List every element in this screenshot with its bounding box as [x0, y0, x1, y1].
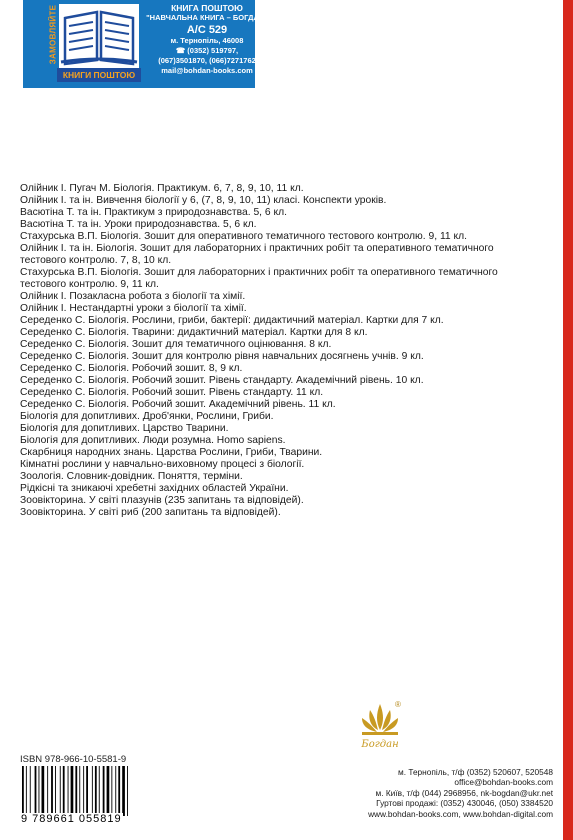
order-line: м. Тернопіль, 46008	[170, 35, 244, 45]
book-list-item: Біологія для допитливих. Дроб'янки, Рослини, Гриби.	[20, 411, 274, 422]
book-list-item: Кімнатні рослини у навчально-виховному процесі з біології.	[20, 459, 305, 470]
book-list-item: Зоологія. Словник-довідник. Поняття, терміни.	[20, 471, 243, 482]
order-address	[143, 3, 271, 77]
order-by-mail-banner	[23, 0, 268, 88]
order-email: mail@bohdan-books.com	[161, 66, 253, 76]
book-list-item: тестового контролю. 9, 11 кл.	[20, 279, 159, 290]
publisher-logo	[350, 700, 410, 755]
book-list-item: Середенко С. Біологія. Робочий зошит. Академічний рівень. 11 кл.	[20, 399, 336, 410]
book-list-item: Скарбниця народних знань. Царства Рослини, Гриби, Тварини.	[20, 447, 323, 458]
isbn: ISBN 978-966-10-5581-9	[20, 754, 127, 765]
vertical-brand-text: ЗАМОВЛЯЙТЕ	[48, 4, 58, 65]
book-list-item: Середенко С. Біологія. Рослини, гриби, бактерії: дидактичний матеріал. Картки для 7 кл.	[20, 315, 444, 326]
order-box-number: А/С 529	[186, 23, 228, 36]
contact-line: Гуртові продажі: (0352) 430046, (050) 3384520	[376, 798, 553, 809]
book-list-item: Васютіна Т. та ін. Уроки природознавства. 5, 6 кл.	[20, 219, 257, 230]
book-list-item: Середенко С. Біологія. Тварини: дидактичний матеріал. Картки для 8 кл.	[20, 327, 368, 338]
book-list-item: Олійник І. Позакласна робота з біології та хімії.	[20, 291, 246, 302]
book-list-item: Біологія для допитливих. Царство Тварини.	[20, 423, 229, 434]
book-list-item: Рідкісні та зникаючі хребетні західних областей України.	[20, 483, 289, 494]
contact-line: www.bohdan-books.com, www.bohdan-digital.com	[368, 808, 553, 819]
book-list-item: Біологія для допитливих. Люди розумна. Homo sapiens.	[20, 435, 286, 446]
book-list-item: Стахурська В.П. Біологія. Зошит для лабораторних і практичних робіт та оперативного тематичного	[20, 267, 498, 278]
logo-caption: КНИГИ ПОШТОЮ	[57, 68, 141, 82]
contact-line: office@bohdan-books.com	[454, 777, 553, 788]
book-list-item: Олійник І. Нестандартні уроки з біології та хімії.	[20, 303, 247, 314]
logo-vertical-brand	[47, 4, 57, 66]
contact-line: м. Київ, т/ф (044) 2968956, nk-bogdan@ukr.net	[375, 787, 553, 798]
book-list	[20, 183, 540, 519]
book-list-item: Стахурська В.П. Біологія. Зошит для оперативного тематичного тестового контролю. 9, 11 кл.	[20, 231, 467, 242]
book-list-item: Середенко С. Біологія. Зошит для тематичного оцінювання. 8 кл.	[20, 339, 332, 350]
publisher-contacts	[368, 767, 553, 819]
red-side-bar	[563, 0, 573, 840]
book-list-item: Васютіна Т. та ін. Практикум з природознавства. 5, 6 кл.	[20, 207, 287, 218]
order-line: "НАВЧАЛЬНА КНИГА – БОГДАН"	[146, 13, 268, 23]
order-line: КНИГА ПОШТОЮ	[171, 3, 243, 13]
barcode-number: 9 789661 055819	[21, 813, 122, 825]
book-list-item: Зоовікторина. У світі риб (200 запитань та відповідей).	[20, 507, 281, 518]
publisher-logo-text: Богдан	[361, 739, 399, 750]
open-book-icon	[59, 4, 139, 68]
book-list-item: Олійник І. Пугач М. Біологія. Практикум. 6, 7, 8, 9, 10, 11 кл.	[20, 183, 304, 194]
book-list-item: Середенко С. Біологія. Зошит для контролю рівня навчальних досягнень учнів. 9 кл.	[20, 351, 424, 362]
registered-mark: ®	[395, 700, 401, 709]
contact-line: м. Тернопіль, т/ф (0352) 520607, 520548	[398, 767, 553, 777]
book-list-item: Середенко С. Біологія. Робочий зошит. Рівень стандарту. 11 кл.	[20, 387, 324, 398]
book-list-item: Середенко С. Біологія. Робочий зошит. 8, 9 кл.	[20, 363, 243, 374]
order-phone: ☎ (0352) 519797,	[175, 45, 239, 55]
book-list-item: Середенко С. Біологія. Робочий зошит. Рівень стандарту. Академічний рівень. 10 кл.	[20, 375, 424, 386]
book-list-item: Зоовікторина. У світі плазунів (235 запитань та відповідей).	[20, 495, 304, 506]
book-list-item: тестового контролю. 7, 8, 10 кл.	[20, 255, 172, 266]
book-list-item: Олійник І. та ін. Вивчення біології у 6, (7, 8, 9, 10, 11) класі. Конспекти уроків.	[20, 195, 387, 206]
order-phone: (067)3501870, (066)7271762	[158, 56, 256, 66]
book-list-item: Олійник І. та ін. Біологія. Зошит для лабораторних і практичних робіт та оперативного тематичного	[20, 243, 494, 254]
